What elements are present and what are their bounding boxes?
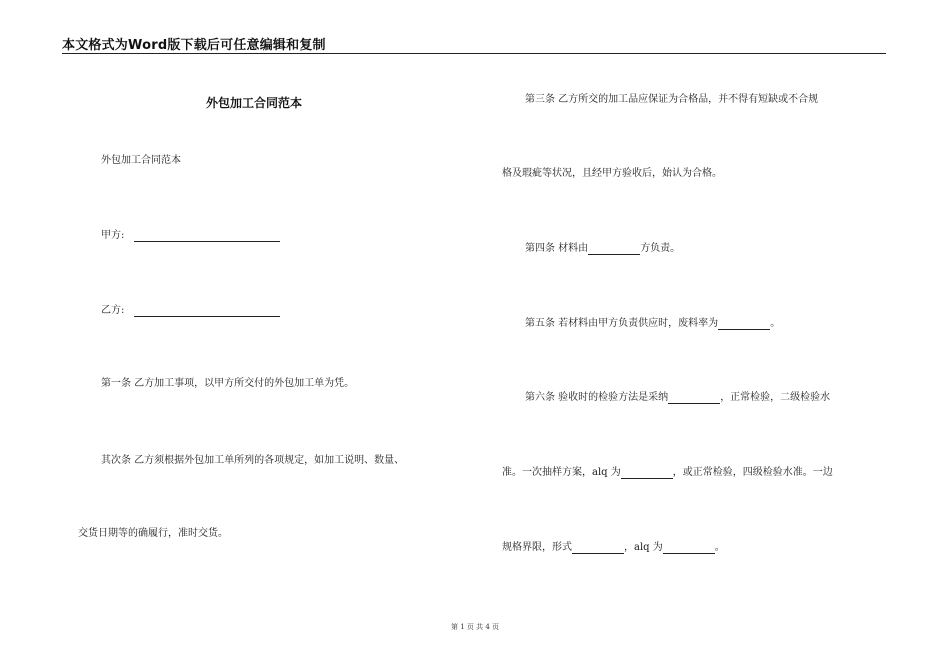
page-footer: 第 1 页 共 4 页 xyxy=(450,623,500,631)
article-6-line-1-pre: 第六条 验收时的检验方法是采纳 xyxy=(525,392,669,403)
aql-blank-2[interactable] xyxy=(663,543,715,554)
party-a-blank[interactable] xyxy=(134,231,280,242)
article-4-blank[interactable] xyxy=(588,244,640,255)
article-4-post: 方负责。 xyxy=(640,243,681,254)
party-a-label: 甲方: xyxy=(101,230,125,241)
article-5 xyxy=(525,318,780,330)
article-2-line-2: 交货日期等的确履行，准时交货。 xyxy=(78,528,228,539)
article-6-line-1-post: ，正常检验，二级检验水 xyxy=(720,392,831,403)
form-blank[interactable] xyxy=(572,543,624,554)
article-5-blank[interactable] xyxy=(718,319,770,330)
article-6-line-1 xyxy=(525,392,830,404)
document-title: 外包加工合同范本 xyxy=(206,96,303,110)
article-6-line-2 xyxy=(502,467,833,479)
article-6-line-2-post: ，或正常检验，四级检验水准。一边 xyxy=(672,467,833,478)
article-6-line-3-post: 。 xyxy=(714,542,725,553)
article-6-line-3-pre: 规格界限，形式 xyxy=(502,542,572,553)
party-b-line xyxy=(101,305,280,317)
article-3-line-2: 格及瑕疵等状况，且经甲方验收后，始认为合格。 xyxy=(502,168,722,179)
party-b-blank[interactable] xyxy=(134,306,280,317)
article-6-line-3-mid: ，alq 为 xyxy=(624,542,663,553)
article-3-line-1: 第三条 乙方所交的加工品应保证为合格品，并不得有短缺或不合规 xyxy=(525,94,819,105)
inspection-method-blank[interactable] xyxy=(668,393,720,404)
article-5-pre: 第五条 若材料由甲方负责供应时，废料率为 xyxy=(525,318,719,329)
article-1: 第一条 乙方加工事项，以甲方所交付的外包加工单为凭。 xyxy=(101,378,355,389)
article-4 xyxy=(525,243,680,255)
party-b-label: 乙方: xyxy=(101,305,125,316)
left-subtitle: 外包加工合同范本 xyxy=(101,155,181,166)
header-divider xyxy=(62,53,886,54)
article-5-post: 。 xyxy=(770,318,781,329)
party-a-line xyxy=(101,230,280,242)
article-6-line-2-pre: 准。一次抽样方案，alq 为 xyxy=(502,467,621,478)
article-4-pre: 第四条 材料由 xyxy=(525,243,589,254)
download-banner: 本文格式为Word版下载后可任意编辑和复制 xyxy=(62,38,326,53)
article-2-line-1: 其次条 乙方须根据外包加工单所列的各项规定，如加工说明、数量、 xyxy=(101,455,405,466)
article-6-line-3 xyxy=(502,542,725,554)
aql-blank-1[interactable] xyxy=(621,468,673,479)
